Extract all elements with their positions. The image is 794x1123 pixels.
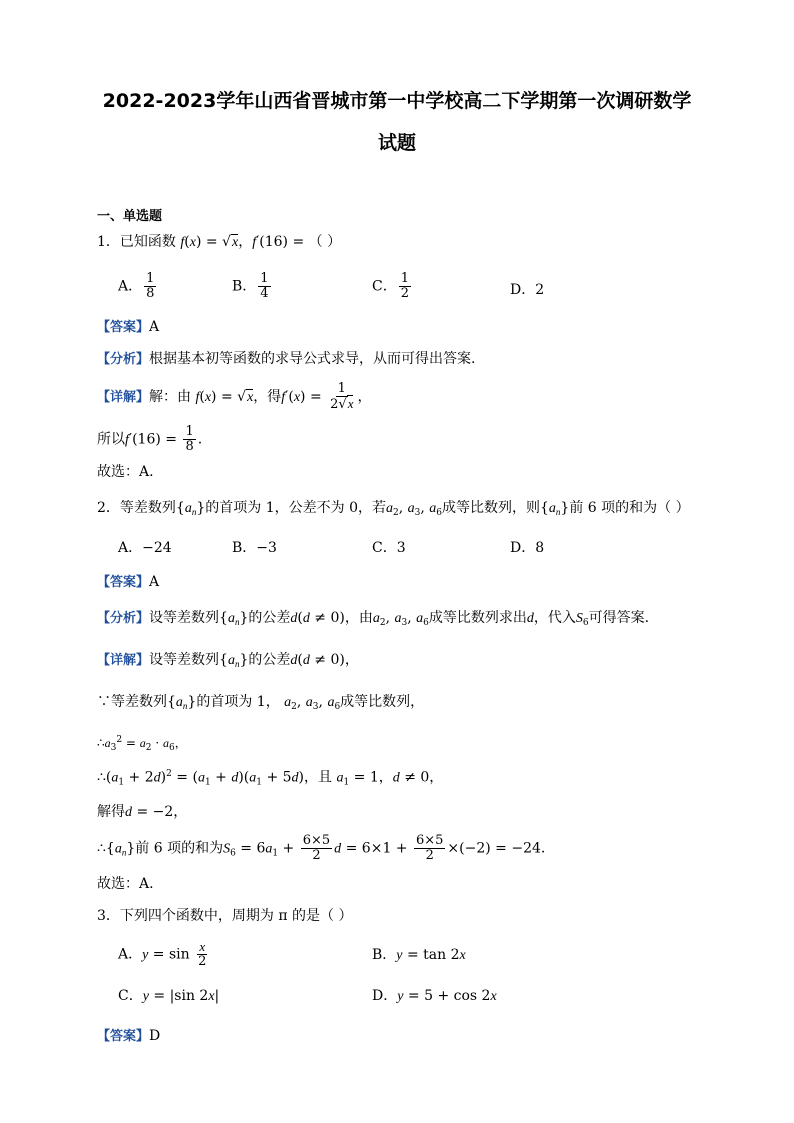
q1-option-c: C． $\frac{1}{2}$: [372, 271, 409, 301]
q1-option-b: B． $\frac{1}{4}$: [232, 271, 269, 301]
q3-option-b: B．y = tan 2x: [372, 947, 466, 963]
q3-option-d: D．y = 5 + cos 2x: [372, 988, 497, 1004]
q2-equation-line: $\therefore(a_1 + 2d)^2 = (a_1 + d)(a_1 + 5d)$，且 $a_1 = 1$，d ≠ 0，: [97, 769, 444, 788]
q1-stem: 1．已知函数 f(x) = √x，f′(16) = （ ）: [97, 234, 342, 250]
q1-detail-line2: 所以f′(16) = $\frac{1}{8}$ .: [97, 424, 203, 454]
q2-option-d: D．8: [510, 540, 545, 556]
q2-geometric-line: $\therefore a_3^2 = a_2 \cdot a_6$，: [97, 735, 187, 753]
q2-stem: 2．等差数列$\{a_n\}$的首项为 1，公差不为 0，若$a_2$, $a_3$, $a_6$成等比数列，则$\{a_n\}$前 6 项的和为（ ）: [97, 500, 690, 518]
q1-option-d: D．2: [510, 282, 545, 298]
q2-conclusion: 故选：A.: [97, 876, 154, 892]
q1-detail: 【详解】解：由 f(x) = √x，得f′(x) = $\frac{1}{2√x}$ ，: [97, 381, 372, 412]
q1-answer: 【答案】A: [97, 319, 160, 335]
q1-conclusion: 故选：A.: [97, 464, 154, 480]
doc-title-line1: 2022-2023学年山西省晋城市第一中学校高二下学期第一次调研数学: [102, 90, 692, 112]
q2-option-b: B．−3: [232, 540, 277, 556]
q2-detail: 【详解】设等差数列$\{a_n\}$的公差d(d ≠ 0)，: [97, 652, 359, 669]
q1-option-a: A． $\frac{1}{8}$: [118, 271, 155, 301]
q2-option-a: A．−24: [118, 540, 172, 556]
q3-option-c: C．y = |sin 2x|: [118, 988, 220, 1004]
q2-because-line: ∵等差数列$\{a_n\}$的首项为 1， $a_2$, $a_3$, $a_6$成等比数列，: [97, 694, 425, 712]
q1-analysis: 【分析】根据基本初等函数的求导公式求导，从而可得出答案.: [97, 351, 476, 367]
q2-answer: 【答案】A: [97, 574, 160, 590]
q2-sum-line: $\therefore\{a_n\}$前 6 项的和为$S_6 = 6a_1$ + $\frac{6\times 5}{2}$ d = 6×1 + $\frac{6\times 5}{2}$ ×(−2) = −24.: [97, 833, 546, 863]
q2-option-c: C．3: [372, 540, 406, 556]
q3-option-a: A．y = sin $\frac{x}{2}$: [118, 939, 207, 969]
q2-analysis: 【分析】设等差数列$\{a_n\}$的公差d(d ≠ 0)，由$a_2$, $a_3$, $a_6$成等比数列求出d，代入$S_6$可得答案.: [97, 610, 650, 628]
q3-answer: 【答案】D: [97, 1028, 161, 1044]
doc-title-line2: 试题: [377, 132, 416, 154]
section-heading: 一、单选题: [97, 209, 163, 224]
q3-stem: 3．下列四个函数中，周期为 π 的是（ ）: [97, 908, 353, 924]
q2-solve-line: 解得d = −2，: [97, 804, 188, 820]
